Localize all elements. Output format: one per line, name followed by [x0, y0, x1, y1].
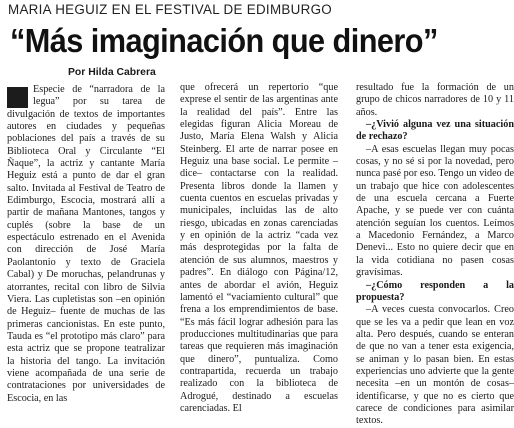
interview-question-2: –¿Cómo responden a la propuesta?: [356, 279, 514, 303]
byline: Por Hilda Cabrera: [68, 67, 156, 78]
column-2: [180, 82, 338, 414]
drop-cap-block: [7, 87, 28, 108]
interview-answer-1: –A esas escuelas llegan muy pocas cosas, y no sé si por la novedad, pero nunca pasé por eso. Tengo un video de un trabajo que hice con adolescentes de una escuela cercana a Fuerte Apache, y se puede ver con cuánta atención seguían los cuentos. Leímos a Macedonio Fernández, a Marco Denevi... Esto no quiere decir que en la vida cotidiana no pasen cosas gravísimas.: [356, 143, 514, 279]
column-1-text: Especie de “narradora de la legua” por su tarea de divulgación de textos de importantes autores en ciudades y pequeñas poblaciones del país a través de su Biblioteca Oral y Circulante “El Ñaque”, la actriz y cantante María Heguiz está a punto de dar el gran salto. Invitada al Festival de Teatro de Edimburgo, Escocia, mostrará allí a partir de mañana Mantones, tangos y cuplés (sobre la base de un espectáculo estrenado en el Avenida con dirección de José María Paolantonio y texto de Graciela Cabal) y De moruchas, pelandrunas y atorrantes, recital con libro de Silvia Viera. Las cupletistas son –en opinión de Heguiz– fuente de muchas de las primeras cancionistas. En este punto, Tauda es “el prototipo más claro” para esta actriz que se propone teatralizar la historia del tango. La invitación viene acompañada de una serie de contrataciones por universidades de Escocia, en las: [7, 84, 165, 404]
column-1: [7, 84, 165, 408]
interview-answer-2: –A veces cuesta convocarlos. Creo que se les va a pedir que lean en voz alta. Pero después, cuando se enteran de que no van a tener esta exigencia, se animan y lo pasan bien. En estas experiencias uno advierte que la gente necesita –en un montón de cosas– identificarse, y que no es cierto que carece de condiciones para asimilar textos.: [356, 304, 514, 427]
kicker: MARIA HEGUIZ EN EL FESTIVAL DE EDIMBURGO: [8, 2, 333, 17]
column-2-text: que ofrecerá un repertorio “que exprese el sentir de las argentinas ante la realidad del país”. Entre las elegidas figuran Alicia Moreau de Justo, María Elena Walsh y Alicia Steinberg. El arte de narrar posee en Heguiz una base social. Le permite –dice– contactarse con la realidad. Presenta libros donde la llamen y cuenta cuentos en escuelas privadas y municipales, incluidas las de alto riesgo, ubicadas en zonas carenciadas y en opinión de la actriz “cada vez más desprotegidas por la falta de atención de sus alumnos, maestros y padres”. En diálogo con Página/12, antes de abordar el avión, Heguiz lamentó el “vaciamiento cultural” que frena a los emprendimientos de base. “Es más fácil lograr adhesión para las producciones multitudinarias que para tareas que requieren más imaginación que dinero”, puntualiza. Como contrapartida, recuerda un trabajo realizado con la biblioteca de Adrogué, destinado a escuelas carenciadas. El: [180, 82, 338, 414]
column-3-intro: resultado fue la formación de un grupo de chicos narradores de 10 y 11 años.: [356, 82, 514, 118]
interview-question-1: –¿Vivió alguna vez una situación de rechazo?: [356, 119, 514, 143]
headline: “Más imaginación que dinero”: [10, 22, 438, 59]
column-3: [356, 82, 514, 427]
